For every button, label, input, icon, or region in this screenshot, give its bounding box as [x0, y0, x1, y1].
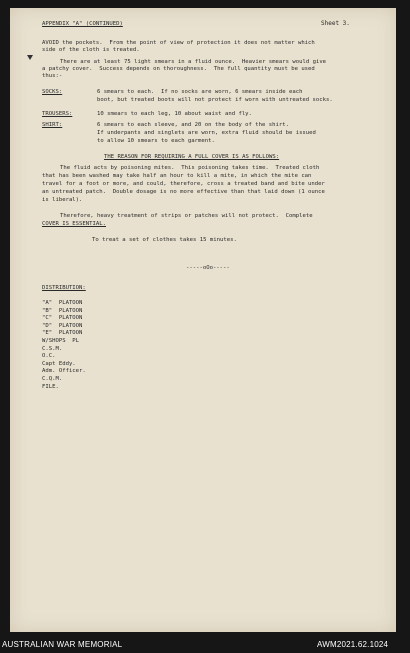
- reason-heading: THE REASON FOR REQUIRING A FULL COVER IS AS FOLLOWS:: [104, 154, 280, 160]
- distribution-heading: DISTRIBUTION:: [42, 285, 86, 291]
- distribution-item: "C" PLATOON: [42, 315, 83, 322]
- archive-reference: AWM2021.62.1024: [317, 640, 389, 649]
- treatment-time: To treat a set of clothes takes 15 minutes.: [92, 237, 237, 243]
- intro-line-2: side of the cloth is treated.: [42, 47, 140, 53]
- therefore-line-2: COVER IS ESSENTIAL.: [42, 221, 106, 227]
- reason-line-4: an untreated patch. Double dosage is no more effective than that laid down (1 ounce: [42, 189, 325, 195]
- reason-line-3: travel for a foot or more, and could, therefore, cross a treated band and bite under: [42, 181, 325, 187]
- distribution-item: "D" PLATOON: [42, 322, 83, 329]
- socks-label: SOCKS:: [42, 89, 63, 95]
- intro-line-1: AVOID the pockets. From the point of view of protection it does not matter which: [42, 40, 315, 46]
- shirt-label: SHIRT:: [42, 122, 63, 128]
- distribution-item: C.Q.M.: [42, 376, 63, 382]
- distribution-item: FILE.: [42, 383, 59, 390]
- trousers-label: TROUSERS:: [42, 111, 73, 117]
- distribution-item: "A" PLATOON: [42, 300, 83, 306]
- appendix-title: APPENDIX "A" (CONTINUED): [42, 21, 123, 27]
- distribution-item: "E" PLATOON: [42, 330, 83, 337]
- reason-line-5: is liberal).: [42, 197, 83, 203]
- socks-line-1: 6 smears to each. If no socks are worn, 6 smears inside each: [97, 89, 303, 95]
- distribution-item: "B" PLATOON: [42, 307, 83, 314]
- trousers-line-1: 10 smears to each leg, 10 about waist and fly.: [97, 111, 252, 117]
- distribution-item: Adm. Officer.: [42, 368, 86, 375]
- distribution-item: Capt Eddy.: [42, 360, 76, 367]
- shirt-line-3: to allow 10 smears to each garment.: [97, 138, 215, 144]
- distribution-item: C.S.M.: [42, 345, 63, 352]
- distribution-item: W/SHOPS PL: [42, 338, 80, 344]
- smears-line-1: There are at least 75 light smears in a fluid ounce. Heavier smears would give: [60, 59, 327, 65]
- pencil-mark: [27, 55, 33, 60]
- therefore-line-1: Therefore, heavy treatment of strips or patches will not protect. Complete: [60, 213, 313, 219]
- shirt-line-1: 6 smears to each sleeve, and 20 on the body of the shirt.: [97, 122, 289, 128]
- archive-credit: AUSTRALIAN WAR MEMORIAL: [2, 640, 123, 649]
- smears-line-3: thus:-: [42, 73, 63, 79]
- socks-line-2: boot, but treated boots will not protect if worn with untreated socks.: [97, 97, 333, 103]
- reason-line-2: that has been washed may take half an hour to kill a mite, in which the mite can: [42, 173, 312, 179]
- separator: -----oOo-----: [186, 265, 230, 271]
- smears-line-2: a patchy cover. Success depends on thoroughness. The full quantity must be used: [42, 66, 315, 72]
- sheet-number: Sheet 3.: [321, 20, 350, 27]
- reason-line-1: The fluid acts by poisoning mites. This poisoning takes time. Treated cloth: [60, 165, 320, 171]
- shirt-line-2: If underpants and singlets are worn, extra fluid should be issued: [97, 130, 316, 136]
- distribution-item: O.C.: [42, 353, 56, 360]
